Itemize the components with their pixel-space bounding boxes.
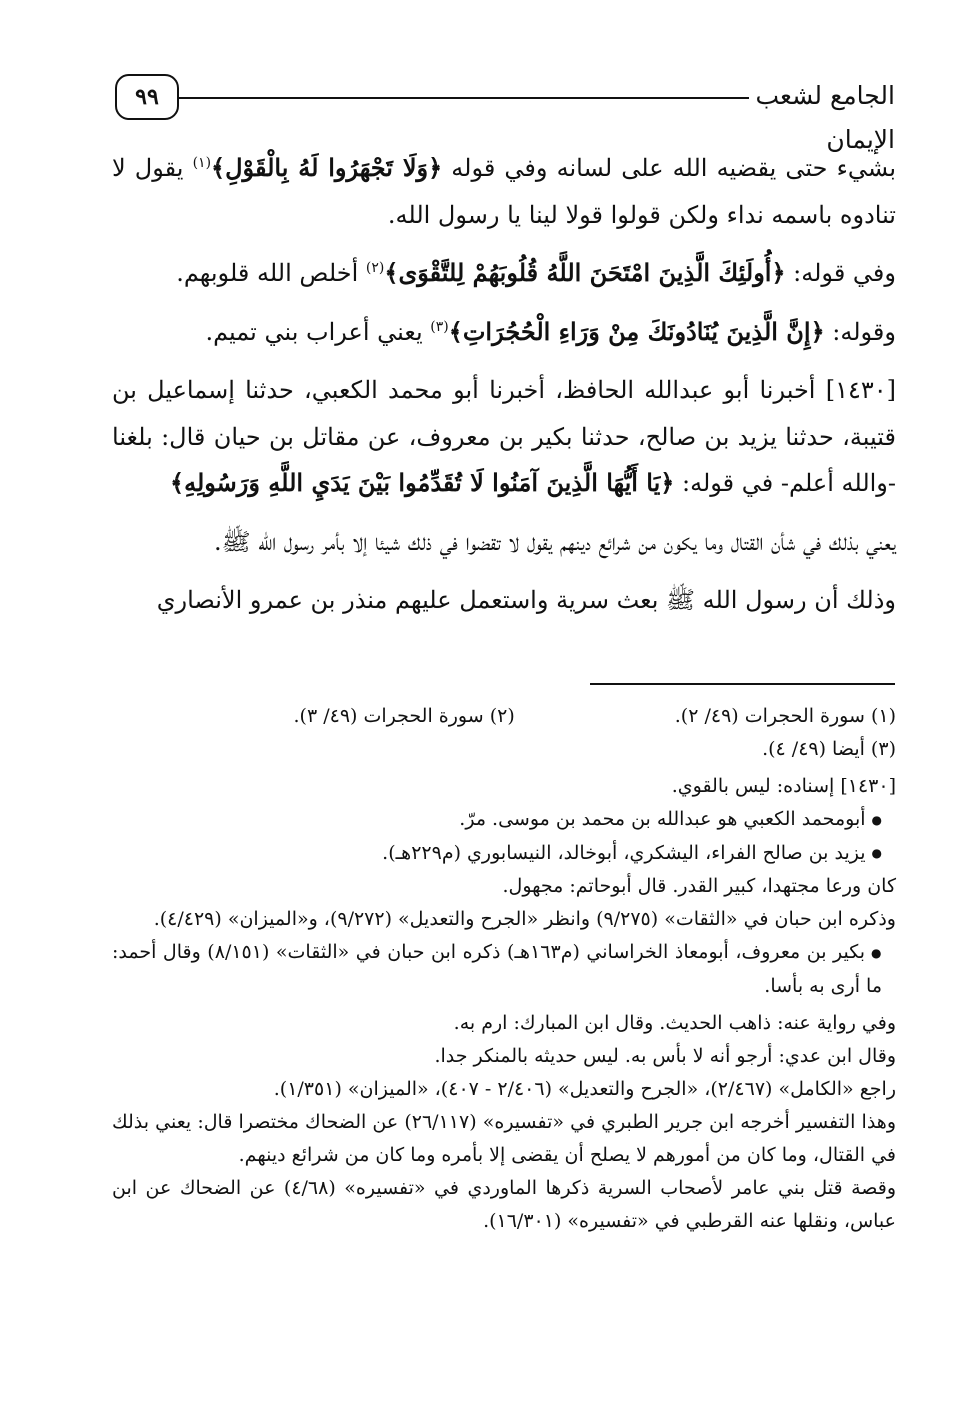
narrator-note-1: ● أبومحمد الكعبي هو عبدالله بن محمد بن موسى. مرّ. bbox=[112, 803, 896, 837]
narrator-note-2-cont2: وذكره ابن حبان في «الثقات» (٩/٢٧٥) وانظر «الجرح والتعديل» (٩/٢٧٢)، و«الميزان» (٤/٤٢٩). bbox=[153, 908, 896, 930]
p2-text-a: وفي قوله: bbox=[785, 259, 896, 287]
p3-text-a: وقوله: bbox=[824, 317, 896, 346]
footnote-line-2: وقال ابن عدي: أرجو أنه لا بأس به. ليس حديثه بالمنكر جدا. bbox=[434, 1044, 896, 1067]
footnote-line-5: وقصة قتل بني عامر لأصحاب السرية ذكرها الماوردي في «تفسيره» (٤/٦٨) عن الضحاك عن ابن عباس، ونقلها عنه القرطبي في «تفسيره» (١٦/٣٠١). bbox=[112, 1176, 896, 1232]
narrator-note-3: ● بكير بن معروف، أبومعاذ الخراساني (م١٦٣هـ) ذكره ابن حبان في «الثقات» (٨/١٥١) وقال أحمد: ما أرى به بأسا. bbox=[112, 936, 896, 1003]
book-title: الجامع لشعب الإيمان bbox=[755, 81, 895, 154]
paragraph-4-hadith bbox=[112, 367, 896, 507]
footnote-line-4: وهذا التفسير أخرجه ابن جرير الطبري في «تفسيره» (٢٦/١١٧) عن الضحاك مختصرا قال: يعني بذلك في القتال، وما كان من أمورهم لا يصلح أن يقضى إلا بأمره وما كان من شرائع دينهم. bbox=[112, 1110, 896, 1166]
paragraph-5: يعني بذلك في شأن القتال وما يكون من شرائع دينهم يقول لا تقضوا في ذلك شيئا إلا بأمر رسول الله ﷺ. bbox=[213, 527, 896, 556]
narrator-note-2-cont: كان ورعا مجتهدا، كبير القدر. قال أبوحاتم: مجهول. bbox=[502, 875, 896, 897]
header-rule bbox=[179, 97, 749, 99]
footnote-2: (٢) سورة الحجرات (٤٩/ ٣). bbox=[293, 705, 515, 727]
hadith-number: [١٤٣٠] bbox=[825, 376, 896, 404]
footnote-row-1-2 bbox=[112, 700, 896, 733]
p4-isnad: أخبرنا أبو عبدالله الحافظ، أخبرنا أبو محمد الكعبي، حدثنا إسماعيل بن قتيبة، حدثنا يزيد بن صالح، حدثنا بكير بن معروف، عن مقاتل بن حيان قال: بلغنا -والله أعلم- في قوله: bbox=[112, 376, 896, 497]
footnote-separator bbox=[590, 683, 895, 685]
footnote-ref-2: (٢) bbox=[365, 260, 385, 276]
page-header bbox=[115, 70, 895, 154]
main-text bbox=[112, 145, 896, 624]
page-number: ٩٩ bbox=[115, 74, 179, 120]
footnote-line-1: وفي رواية عنه: ذاهب الحديث. وقال ابن المبارك: ارم به. bbox=[453, 1011, 896, 1034]
footnote-line-3: راجع «الكامل» (٢/٤٦٧)، «الجرح والتعديل» (٢/٤٠٦ - ٤٠٧)، «الميزان» (١/٣٥١). bbox=[273, 1077, 896, 1100]
paragraph-3 bbox=[112, 309, 896, 356]
p3-text-b: يعني أعراب بني تميم. bbox=[205, 317, 431, 346]
quran-verse-4: ﴿يَا أَيُّهَا الَّذِينَ آمَنُوا لَا تُقَدِّمُوا بَيْنَ يَدَيِ اللَّهِ وَرَسُولِهِ﴾ bbox=[170, 468, 675, 497]
footnote-3: (٣) أيضا (٤٩/ ٤). bbox=[762, 738, 896, 760]
paragraph-1 bbox=[112, 145, 896, 238]
footnote-1: (١) سورة الحجرات (٤٩/ ٢). bbox=[674, 705, 896, 727]
footnotes bbox=[112, 700, 896, 1238]
paragraph-6: وذلك أن رسول الله ﷺ بعث سرية واستعمل عليهم منذر بن عمرو الأنصاري bbox=[156, 586, 896, 614]
quran-verse-3: ﴿إِنَّ الَّذِينَ يُنَادُونَكَ مِنْ وَرَاءِ الْحُجُرَاتِ﴾ bbox=[448, 316, 825, 346]
footnote-hadith-grade: [١٤٣٠] إسناده: ليس بالقوي. bbox=[671, 775, 896, 797]
footnote-ref-3: (٣) bbox=[430, 318, 449, 335]
p2-text-b: أخلص الله قلوبهم. bbox=[176, 259, 366, 287]
p1-text-a: بشيء حتى يقضيه الله على لسانه وفي قوله bbox=[442, 154, 896, 182]
p1-text-b: يقول لا تنادوه باسمه نداء ولكن قولوا قولا لينا يا رسول الله. bbox=[112, 154, 896, 229]
paragraph-2 bbox=[112, 250, 896, 297]
quran-verse-2: ﴿أُولَئِكَ الَّذِينَ امْتَحَنَ اللَّهُ قُلُوبَهُمْ لِلتَّقْوَى﴾ bbox=[384, 258, 786, 287]
quran-verse-1: ﴿وَلَا تَجْهَرُوا لَهُ بِالْقَوْلِ﴾ bbox=[211, 153, 443, 182]
narrator-note-2: ● يزيد بن صالح الفراء، اليشكري، أبوخالد، النيسابوري (م٢٢٩هـ). bbox=[112, 837, 896, 871]
footnote-ref-1: (١) bbox=[192, 155, 212, 171]
